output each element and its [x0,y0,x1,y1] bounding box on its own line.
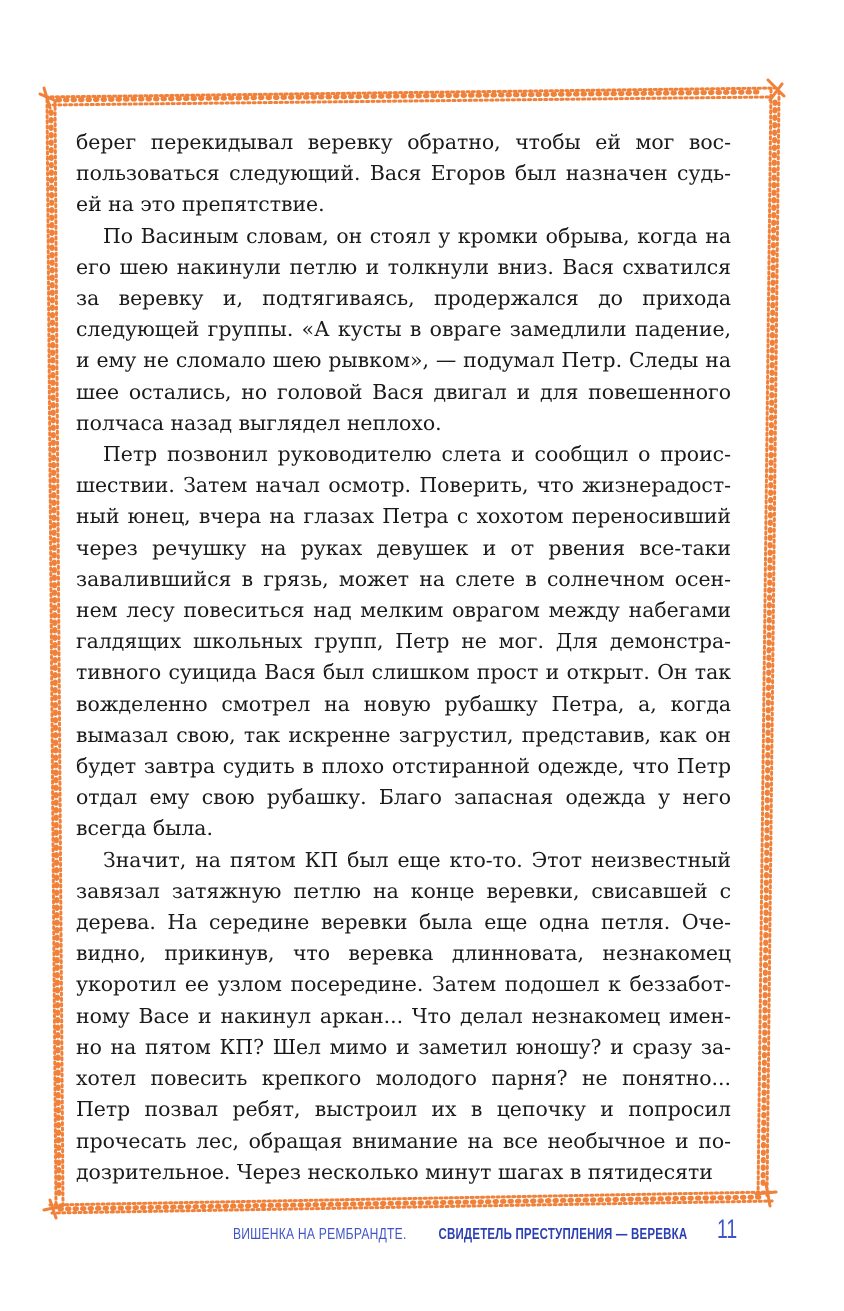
body-text [76,127,731,1188]
paragraph: По Васиным словам, он стоял у кромки обрыва, когда на его шею накинули петлю и толкнули вниз. Вася схватился за веревку и, подтягиваясь, продержался до прихода следующей группы. «А кусты в овраге замедлили падение, и ему не сломало шею рывком», — подумал Петр. Следы на шее остались, но головой Вася двигал и для повешенного полчаса назад выглядел неплохо. [76,223,731,435]
paragraph: Петр позвонил руководителю слета и сообщил о происшествии. Затем начал осмотр. Поверить, что жизнерадостный юнец, вчера на глазах Петра с хохотом переносивший через речушку на руках девушек и от рвения все-таки завалившийся в грязь, может на слете в солнечном осеннем лесу повеситься над мелким оврагом между набегами галдящих школьных групп, Петр не мог. Для демонстративного суицида Вася был слишком прост и открыт. Он так вожделенно смотрел на новую рубашку Петра, а, когда вымазал свою, так искренне загрустил, представив, как он будет завтра судить в плохо отстиранной одежде, что Петр отдал ему свою рубашку. Благо запасная одежда у него всегда была. [76,442,731,841]
frame-right-edge [758,90,779,1198]
footer-series-title: ВИШЕНКА НА РЕМБРАНДТЕ. [233,1226,407,1243]
paragraph: Значит, на пятом КП был еще кто-то. Этот неизвестный завязал затяжную петлю на конце веревки, свисавшей с дерева. На середине веревки была еще одна петля. Очевидно, прикинув, что веревка длинновата, незнакомец укоротил ее узлом посередине. Затем подошел к беззаботному Васе и накинул аркан... Что делал незнакомец именно на пятом КП? Шел мимо и заметил юношу? и сразу захотел повесить крепкого молодого парня? не понятно... Петр позвал ребят, выстроил их в цепочку и попросил прочесать лес, обращая внимание на все необычное и подозрительное. Через несколько минут шагах в пятидесяти [76,847,731,1184]
frame-left-edge [47,100,63,1208]
footer-story-title: СВИДЕТЕЛЬ ПРЕСТУПЛЕНИЯ — ВЕРЕВКА [438,1226,687,1243]
frame-bottom-edge [50,1192,774,1213]
page-number: 11 [717,1214,738,1244]
paragraph: берег перекидывал веревку обратно, чтобы ей мог воспользоваться следующий. Вася Егоров был назначен судьей на это препятствие. [76,130,731,217]
page-footer [0,1212,844,1252]
frame-top-edge [46,88,776,105]
